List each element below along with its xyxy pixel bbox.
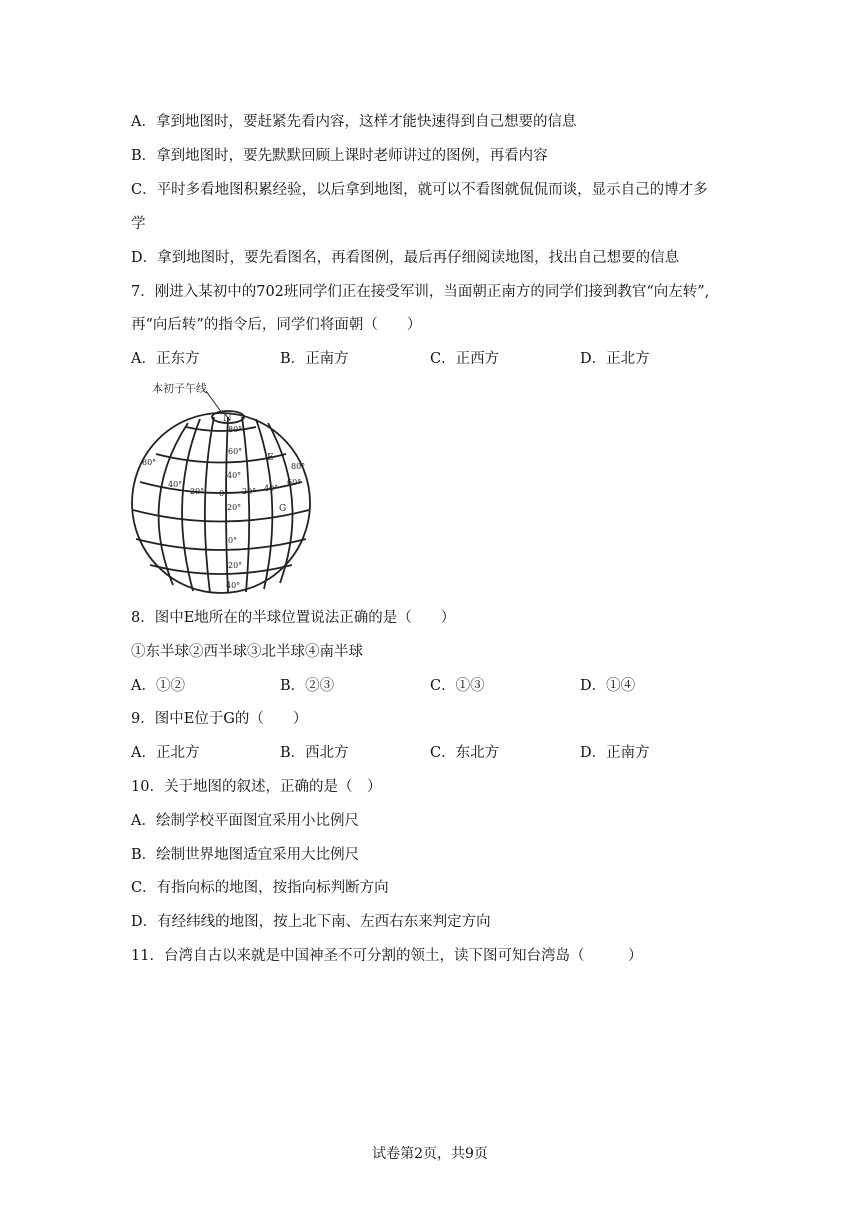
q7-option-a: A．正东方 (131, 351, 200, 367)
q10-option-d: D．有经纬线的地图，按上北下南、左西右东来判定方向 (131, 914, 491, 930)
point-g-label: G (279, 504, 287, 514)
lon-label-40e: 40° (264, 484, 279, 493)
lon-label-20w: 20° (190, 487, 205, 496)
lat-label-40: 40° (227, 471, 242, 480)
q8-option-d: D．①④ (580, 678, 636, 694)
q8-option-b: B．②③ (280, 678, 335, 694)
north-pole-label: N (223, 413, 232, 424)
lat-label-60: 60° (228, 447, 243, 456)
q6-option-c-line2: 学 (131, 216, 146, 232)
q10-option-c: C．有指向标的地图，按指向标判断方向 (131, 880, 389, 896)
lon-label-60e: 60° (287, 478, 302, 487)
q11-stem: 11．台湾自古以来就是中国神圣不可分割的领土，读下图可知台湾岛（ ） (131, 948, 643, 964)
q10-option-b: B．绘制世界地图适宜采用大比例尺 (131, 847, 360, 863)
lon-label-40w: 40° (168, 480, 183, 489)
q6-option-a: A．拿到地图时，要赶紧先看内容，这样才能快速得到自己想要的信息 (131, 114, 577, 130)
q7-option-d: D．正北方 (580, 351, 650, 367)
q9-option-c: C．东北方 (430, 745, 500, 761)
q8-option-c: C．①③ (430, 678, 485, 694)
lat-label-40s: 40° (226, 581, 241, 590)
q8-option-a: A．①② (131, 678, 185, 694)
globe-figure (128, 379, 324, 595)
lat-label-80: 80° (228, 425, 243, 434)
q7-stem-line1: 7．刚进入某初中的702班同学们正在接受军训，当面朝正南方的同学们接到教官“向左转”, (131, 284, 710, 300)
q9-option-a: A．正北方 (131, 745, 200, 761)
prime-meridian-label: 本初子午线 (152, 382, 207, 395)
q6-option-c-line1: C．平时多看地图积累经验，以后拿到地图，就可以不看图就侃侃而谈，显示自己的博才多 (131, 182, 708, 198)
q7-stem-line2: 再“向后转”的指令后，同学们将面朝（ ） (131, 317, 422, 333)
q10-stem: 10．关于地图的叙述，正确的是（ ） (131, 779, 382, 795)
lat-label-20n: 20° (227, 503, 242, 512)
q9-stem: 9．图中E位于G的（ ） (131, 711, 308, 727)
lon-label-20e: 20° (242, 487, 257, 496)
q7-option-b: B．正南方 (280, 351, 349, 367)
q10-option-a: A．绘制学校平面图宜采用小比例尺 (131, 813, 359, 829)
page-footer: 试卷第2页，共9页 (372, 1146, 488, 1162)
q8-choices: ①东半球②西半球③北半球④南半球 (131, 644, 363, 660)
lat-label-20s: 20° (228, 561, 243, 570)
q7-option-c: C．正西方 (430, 351, 500, 367)
lon-label-80e: 80° (291, 462, 306, 471)
q9-option-b: B．西北方 (280, 745, 349, 761)
lon-label-80w: 80° (142, 458, 157, 467)
point-e-label: E (267, 453, 274, 463)
q9-option-d: D．正南方 (580, 745, 650, 761)
lon-label-0: 0° (219, 489, 229, 498)
q6-option-d: D．拿到地图时，要先看图名，再看图例，最后再仔细阅读地图，找出自己想要的信息 (131, 250, 680, 266)
q8-stem: 8．图中E地所在的半球位置说法正确的是（ ） (131, 610, 456, 626)
lat-label-0: 0° (228, 536, 238, 545)
q6-option-b: B．拿到地图时，要先默默回顾上课时老师讲过的图例，再看内容 (131, 148, 548, 164)
